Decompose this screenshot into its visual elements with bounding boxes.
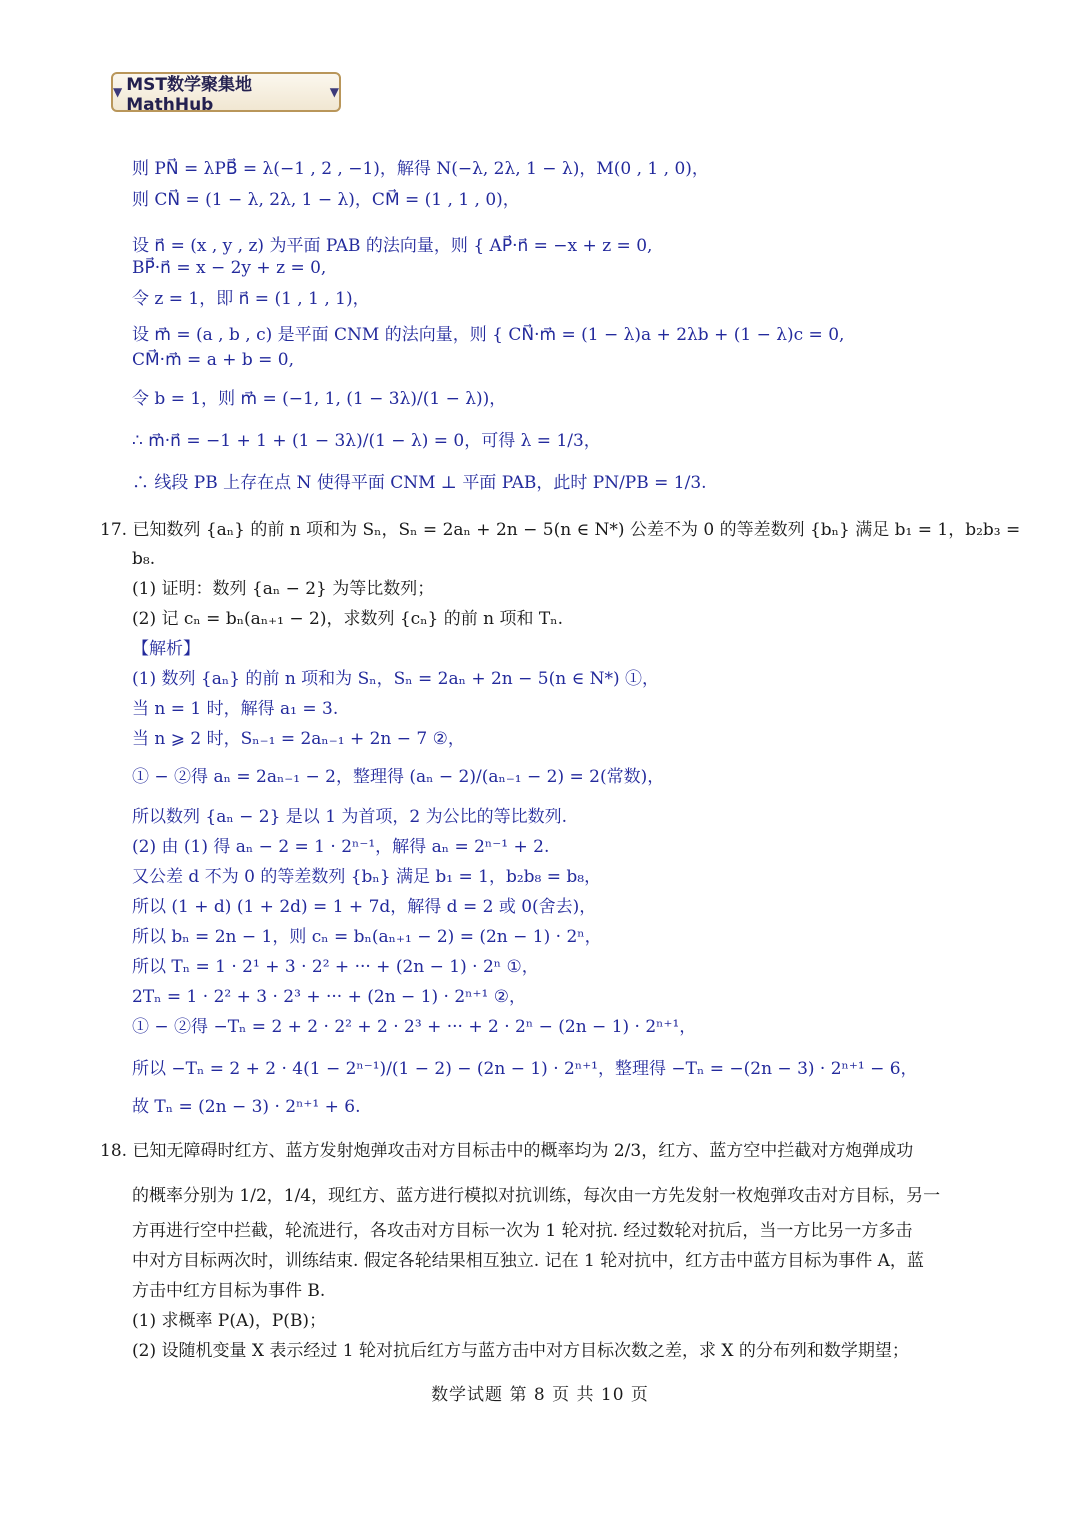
question-stem: 的概率分别为 1/2，1/4，现红方、蓝方进行模拟对抗训练，每次由一方先发射一枚炮弹攻击对方目标，另一 [132,1186,941,1206]
solution-line: 所以 −Tₙ = 2 + 2 · 4(1 − 2ⁿ⁻¹)/(1 − 2) − (2n − 1) · 2ⁿ⁺¹，整理得 −Tₙ = −(2n − 3) · 2ⁿ⁺¹ − 6， [132,1059,918,1079]
question-part: (2) 设随机变量 X 表示经过 1 轮对抗后红方与蓝方击中对方目标次数之差，求 X 的分布列和数学期望； [132,1341,909,1361]
page-footer: 数学试题 第 8 页 共 10 页 [431,1385,649,1405]
solution-line: ∴ m⃗·n⃗ = −1 + 1 + (1 − 3λ)/(1 − λ) = 0，可得 λ = 1/3， [132,431,601,451]
question-stem: 18. 已知无障碍时红方、蓝方发射炮弹攻击对方目标击中的概率均为 2/3，红方、蓝方空中拦截对方炮弹成功 [100,1141,914,1161]
solution-line: 2Tₙ = 1 · 2² + 3 · 2³ + ··· + (2n − 1) · 2ⁿ⁺¹ ②， [132,987,526,1007]
solution-line: 设 n⃗ = (x , y , z) 为平面 PAB 的法向量，则 { AP⃗·n⃗ = −x + z = 0, [132,236,653,256]
triangle-down-icon: ▼ [113,85,123,99]
solution-line: 又公差 d 不为 0 的等差数列 {bₙ} 满足 b₁ = 1，b₂b₈ = b₈， [132,867,602,887]
solution-line: (1) 数列 {aₙ} 的前 n 项和为 Sₙ，Sₙ = 2aₙ + 2n − 5(n ∈ N*) ①， [132,669,659,689]
solution-line: 则 CN⃗ = (1 − λ, 2λ, 1 − λ)，CM⃗ = (1 , 1 , 0)， [132,190,520,210]
solution-line: 故 Tₙ = (2n − 3) · 2ⁿ⁺¹ + 6. [132,1097,361,1117]
solution-line: CM⃗·m⃗ = a + b = 0, [132,350,295,370]
question-part: (1) 证明：数列 {aₙ − 2} 为等比数列； [132,579,435,599]
triangle-down-icon: ▼ [329,85,339,99]
solution-line: 所以 (1 + d) (1 + 2d) = 1 + 7d，解得 d = 2 或 0(舍去)， [132,897,597,917]
question-stem: 方再进行空中拦截，轮流进行，各攻击对方目标一次为 1 轮对抗. 经过数轮对抗后，当一方比另一方多击 [132,1221,913,1241]
question-stem: 中对方目标两次时，训练结束. 假定各轮结果相互独立. 记在 1 轮对抗中，红方击中蓝方目标为事件 A，蓝 [132,1251,924,1271]
mathhub-badge [111,72,341,115]
badge-text: MST数学聚集地MathHub [126,74,252,115]
solution-line: BP⃗·n⃗ = x − 2y + z = 0, [132,258,327,278]
question-stem: 方击中红方目标为事件 B. [132,1281,326,1301]
solution-line: 设 m⃗ = (a , b , c) 是平面 CNM 的法向量，则 { CN⃗·m⃗ = (1 − λ)a + 2λb + (1 − λ)c = 0, [132,325,845,345]
solution-line: 令 b = 1，则 m⃗ = (−1, 1, (1 − 3λ)/(1 − λ))， [132,389,507,409]
question-part: (2) 记 cₙ = bₙ(aₙ₊₁ − 2)，求数列 {cₙ} 的前 n 项和 Tₙ. [132,609,564,629]
solution-line: ① − ②得 aₙ = 2aₙ₋₁ − 2，整理得 (aₙ − 2)/(aₙ₋₁ − 2) = 2(常数)， [132,767,665,787]
solution-line: 当 n ⩾ 2 时，Sₙ₋₁ = 2aₙ₋₁ + 2n − 7 ②， [132,729,465,749]
solution-line: 所以 Tₙ = 1 · 2¹ + 3 · 2² + ··· + (2n − 1) · 2ⁿ ①， [132,957,539,977]
solution-line: 所以 bₙ = 2n − 1，则 cₙ = bₙ(aₙ₊₁ − 2) = (2n − 1) · 2ⁿ， [132,927,602,947]
solution-line: 令 z = 1，即 n⃗ = (1 , 1 , 1)， [132,289,370,309]
analysis-heading: 【解析】 [132,639,200,659]
solution-line: ① − ②得 −Tₙ = 2 + 2 · 2² + 2 · 2³ + ··· + 2 · 2ⁿ − (2n − 1) · 2ⁿ⁺¹， [132,1017,697,1037]
solution-line: 所以数列 {aₙ − 2} 是以 1 为首项，2 为公比的等比数列. [132,807,568,827]
question-stem: 17. 已知数列 {aₙ} 的前 n 项和为 Sₙ，Sₙ = 2aₙ + 2n − 5(n ∈ N*) 公差不为 0 的等差数列 {bₙ} 满足 b₁ = 1，b₂b₃ = [100,520,1021,540]
solution-line: 则 PN⃗ = λPB⃗ = λ(−1 , 2 , −1)，解得 N(−λ, 2λ, 1 − λ)，M(0 , 1 , 0)， [132,159,709,179]
question-part: (1) 求概率 P(A)，P(B)； [132,1311,327,1331]
question-stem: b₈. [132,549,156,569]
solution-line: 当 n = 1 时，解得 a₁ = 3. [132,699,339,719]
solution-line: ∴ 线段 PB 上存在点 N 使得平面 CNM ⊥ 平面 PAB，此时 PN/PB = 1/3. [132,473,707,493]
solution-line: (2) 由 (1) 得 aₙ − 2 = 1 · 2ⁿ⁻¹，解得 aₙ = 2ⁿ⁻¹ + 2. [132,837,550,857]
